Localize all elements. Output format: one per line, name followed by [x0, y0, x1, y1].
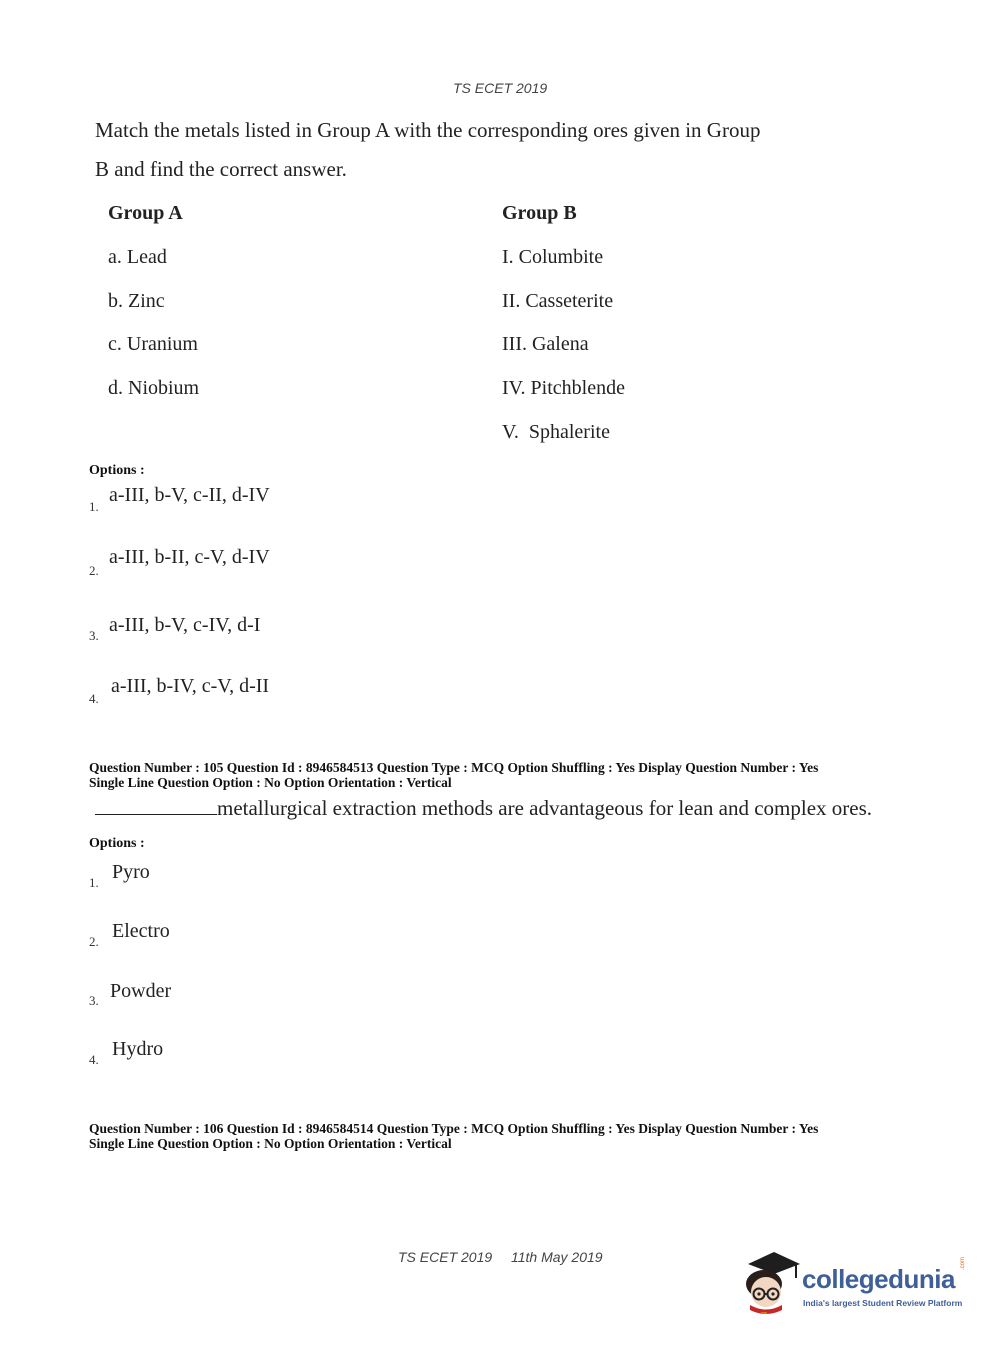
- option-text[interactable]: Electro: [112, 920, 170, 942]
- question-text-line2: B and find the correct answer.: [95, 157, 347, 181]
- group-b-item: I. Columbite: [502, 246, 604, 268]
- group-a-heading: Group A: [108, 202, 183, 224]
- question-text: [95, 796, 872, 821]
- group-b-item: II. Casseterite: [502, 290, 614, 312]
- brand-name: collegedunia: [802, 1264, 955, 1294]
- option-text[interactable]: a-III, b-IV, c-V, d-II: [111, 675, 270, 697]
- option-number: 4.: [89, 1052, 99, 1067]
- question-meta-line2: Single Line Question Option : No Option Orientation : Vertical: [89, 775, 452, 790]
- question-meta-line1: Question Number : 105 Question Id : 8946584513 Question Type : MCQ Option Shuffling : Yes Display Question Number : Yes: [89, 760, 819, 775]
- option-text[interactable]: Powder: [110, 980, 172, 1002]
- footer-exam: TS ECET 2019: [398, 1249, 493, 1265]
- collegedunia-logo[interactable]: [742, 1250, 972, 1320]
- options-label: Options :: [89, 836, 145, 851]
- group-b-item: V. Sphalerite: [502, 421, 610, 443]
- fill-blank: [95, 796, 217, 815]
- group-b-item: III. Galena: [502, 333, 589, 355]
- option-number: 4.: [89, 691, 99, 706]
- footer-date: 11th May 2019: [511, 1249, 603, 1265]
- group-a-item: d. Niobium: [108, 377, 200, 399]
- group-a-item: c. Uranium: [108, 333, 198, 355]
- option-number: 3.: [89, 628, 99, 643]
- brand-tagline: India's largest Student Review Platform: [803, 1298, 963, 1308]
- option-text[interactable]: Pyro: [112, 861, 150, 883]
- option-number: 2.: [89, 934, 99, 949]
- option-number: 3.: [89, 993, 99, 1008]
- question-meta-line2: Single Line Question Option : No Option Orientation : Vertical: [89, 1136, 452, 1151]
- option-number: 1.: [89, 875, 99, 890]
- option-text[interactable]: a-III, b-V, c-II, d-IV: [109, 484, 270, 506]
- option-number: 2.: [89, 563, 99, 578]
- option-text[interactable]: a-III, b-V, c-IV, d-I: [109, 614, 261, 636]
- option-number: 1.: [89, 499, 99, 514]
- group-b-heading: Group B: [502, 202, 577, 224]
- question-text-line1: Match the metals listed in Group A with the corresponding ores given in Group: [95, 118, 761, 142]
- page-header: TS ECET 2019: [453, 80, 548, 96]
- option-text[interactable]: a-III, b-II, c-V, d-IV: [109, 546, 270, 568]
- brand-domain: .com: [960, 1256, 966, 1270]
- group-a-item: a. Lead: [108, 246, 167, 268]
- group-a-item: b. Zinc: [108, 290, 165, 312]
- options-label: Options :: [89, 463, 145, 478]
- student-mascot-icon: [742, 1250, 802, 1318]
- question-text-body: metallurgical extraction methods are advantageous for lean and complex ores.: [217, 796, 873, 820]
- option-text[interactable]: Hydro: [112, 1038, 164, 1060]
- group-b-item: IV. Pitchblende: [502, 377, 625, 399]
- question-meta-line1: Question Number : 106 Question Id : 8946584514 Question Type : MCQ Option Shuffling : Yes Display Question Number : Yes: [89, 1121, 819, 1136]
